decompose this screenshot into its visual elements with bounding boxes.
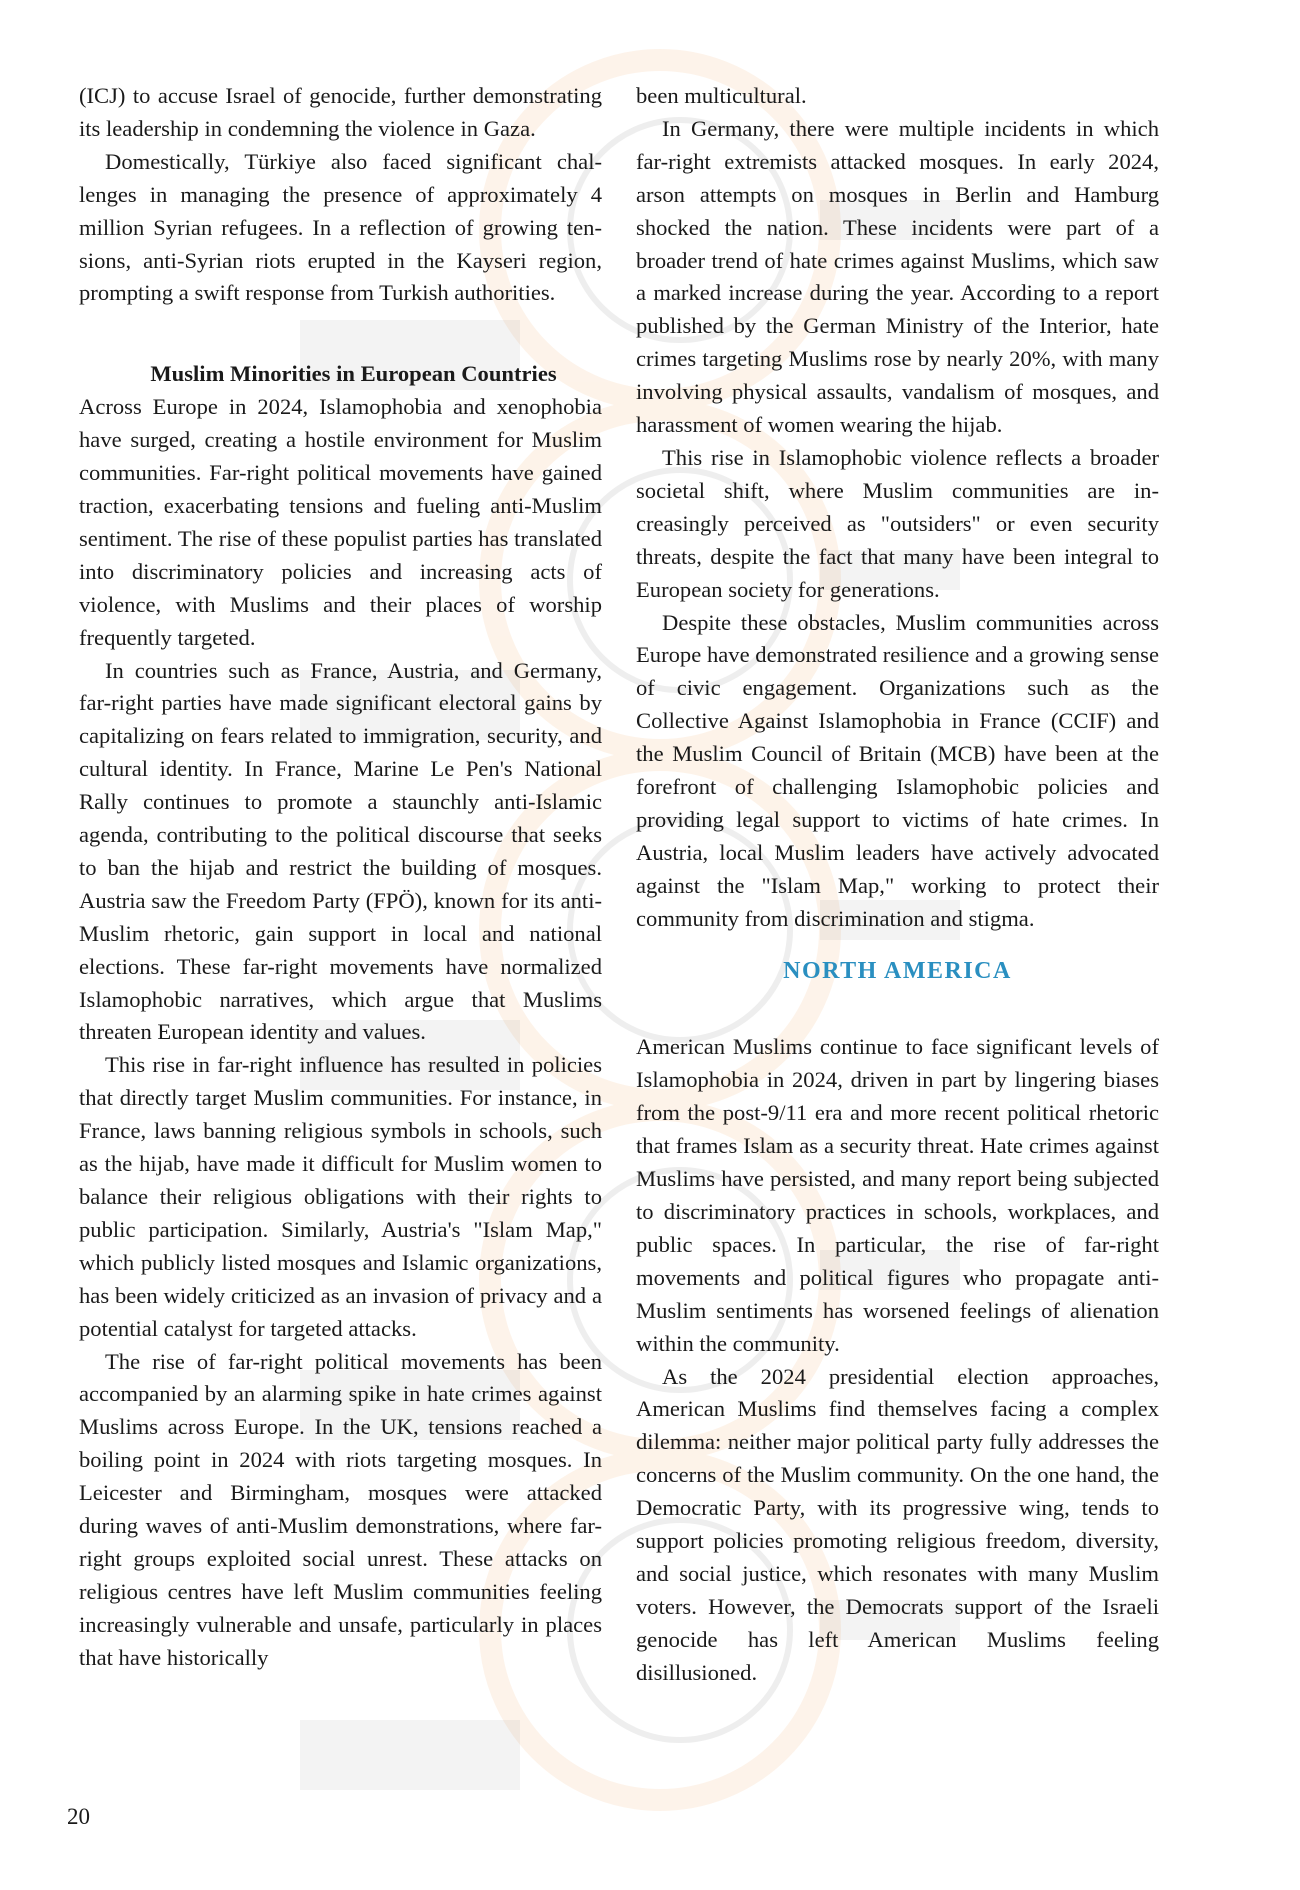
paragraph: As the 2024 presidential election approaches, American Muslims find themselves facing a complex dilemma: neither major political party fully addresses the concerns of the Muslim community. On the one hand, the Democratic Party, with its progressive wing, tends to support policies promoting religious freedom, diversity, and social justice, which resonates with many Muslim voters. However, the Democrats support of the Israeli genocide has left American Muslims feeling disillusioned. xyxy=(636,1363,1159,1685)
paragraph: In countries such as France, Austria, and Germany, far-right parties have made significant electoral gains by capitalizing on fears related to immigration, security, and cultural identity. In France, Marine Le Pen's National Rally continues to promote a staunchly anti-Islamic agenda, contributing to the political discourse that seeks to ban the hijab and restrict the building of mosques. Austria saw the Freedom Party (FPÖ), known for its anti-Muslim rhetoric, gain support in local and national elections. These far-right movements have normalized Islamophobic narratives, which argue that Muslims threaten European identity and values. xyxy=(79,657,602,1045)
paragraph: been multicultural. xyxy=(636,83,807,108)
paragraph: In Germany, there were multiple incidents in which far-right extremists attacked mosques. In early 2024, arson attempts on mosques in Berlin and Hamburg shocked the nation. These incidents were part of a broader trend of hate crimes against Muslims, which saw a marked increase during the year. According to a report published by the German Ministry of the Interior, hate crimes targeting Muslims rose by nearly 20%, with many involving physical assaults, vandalism of mosques, and harassment of women wearing the hijab. xyxy=(636,115,1159,438)
paragraph: Across Europe in 2024, Islamophobia and xenophobia have surged, creating a hostile environment for Muslim communities. Far-right political movements have gained traction, exacerbating tensions and fueling anti-Muslim sentiment. The rise of these populist parties has translated into discriminatory policies and increasing acts of violence, with Muslims and their places of worship frequently targeted. xyxy=(79,394,602,650)
paragraph: American Muslims continue to face significant levels of Islamophobia in 2024, driven in part by lingering biases from the post-9/11 era and more recent political rhetoric that frames Islam as a security threat. Hate crimes against Muslims have persisted, and many report being subjected to discriminatory practices in schools, workplaces, and public spaces. In particular, the rise of far-right movements and political figures who propagate anti-Muslim sentiments has worsened feelings of alienation within the community. xyxy=(636,1034,1159,1356)
paragraph: This rise in far-right influence has resulted in policies that directly target Muslim communities. For instance, in France, laws banning religious symbols in schools, such as the hijab, have made it difficult for Muslim women to balance their religious obligations with their rights to public participation. Similarly, Austria's "Islam Map," which publicly listed mosques and Islamic organizations, has been widely criticized as an invasion of privacy and a potential catalyst for targeted attacks. xyxy=(79,1052,602,1341)
paragraph: (ICJ) to accuse Israel of genocide, further demonstrating its leadership in condemning the violence in Gaza. xyxy=(79,83,602,141)
left-column xyxy=(79,80,602,1675)
paragraph: Domestically, Türkiye also faced significant challenges in managing the presence of approximately 4 million Syrian refugees. In a reflection of growing tensions, anti-Syrian riots erupted in the Kayseri region, prompting a swift response from Turkish authorities. xyxy=(79,148,602,306)
page-number: 20 xyxy=(67,1804,90,1829)
paragraph: This rise in Islamophobic violence reflects a broader societal shift, where Muslim communities are increasingly perceived as "outsiders" or even security threats, despite the fact that many have been integral to European society for generations. xyxy=(636,444,1159,602)
right-column xyxy=(636,80,1159,1690)
paragraph: Despite these obstacles, Muslim communities across Europe have demonstrated resilience and a growing sense of civic engagement. Organizations such as the Collective Against Islamophobia in France (CCIF) and the Muslim Council of Britain (MCB) have been at the forefront of challenging Islamophobic policies and providing legal support to victims of hate crimes. In Austria, local Muslim leaders have actively advocated against the "Islam Map," working to protect their community from discrimination and stigma. xyxy=(636,609,1159,931)
subheading: Muslim Minorities in European Countries xyxy=(150,361,557,387)
section-title: NORTH AMERICA xyxy=(783,957,1012,984)
paragraph: The rise of far-right political movements has been accompanied by an alarming spike in hate crimes against Muslims across Europe. In the UK, tensions reached a boiling point in 2024 with riots targeting mosques. In Leicester and Birmingham, mosques were attacked during waves of anti-Muslim demonstrations, where far-right groups exploited social unrest. These attacks on religious centres have left Muslim communities feeling increasingly vulnerable and unsafe, particularly in places that have historically xyxy=(79,1348,602,1670)
